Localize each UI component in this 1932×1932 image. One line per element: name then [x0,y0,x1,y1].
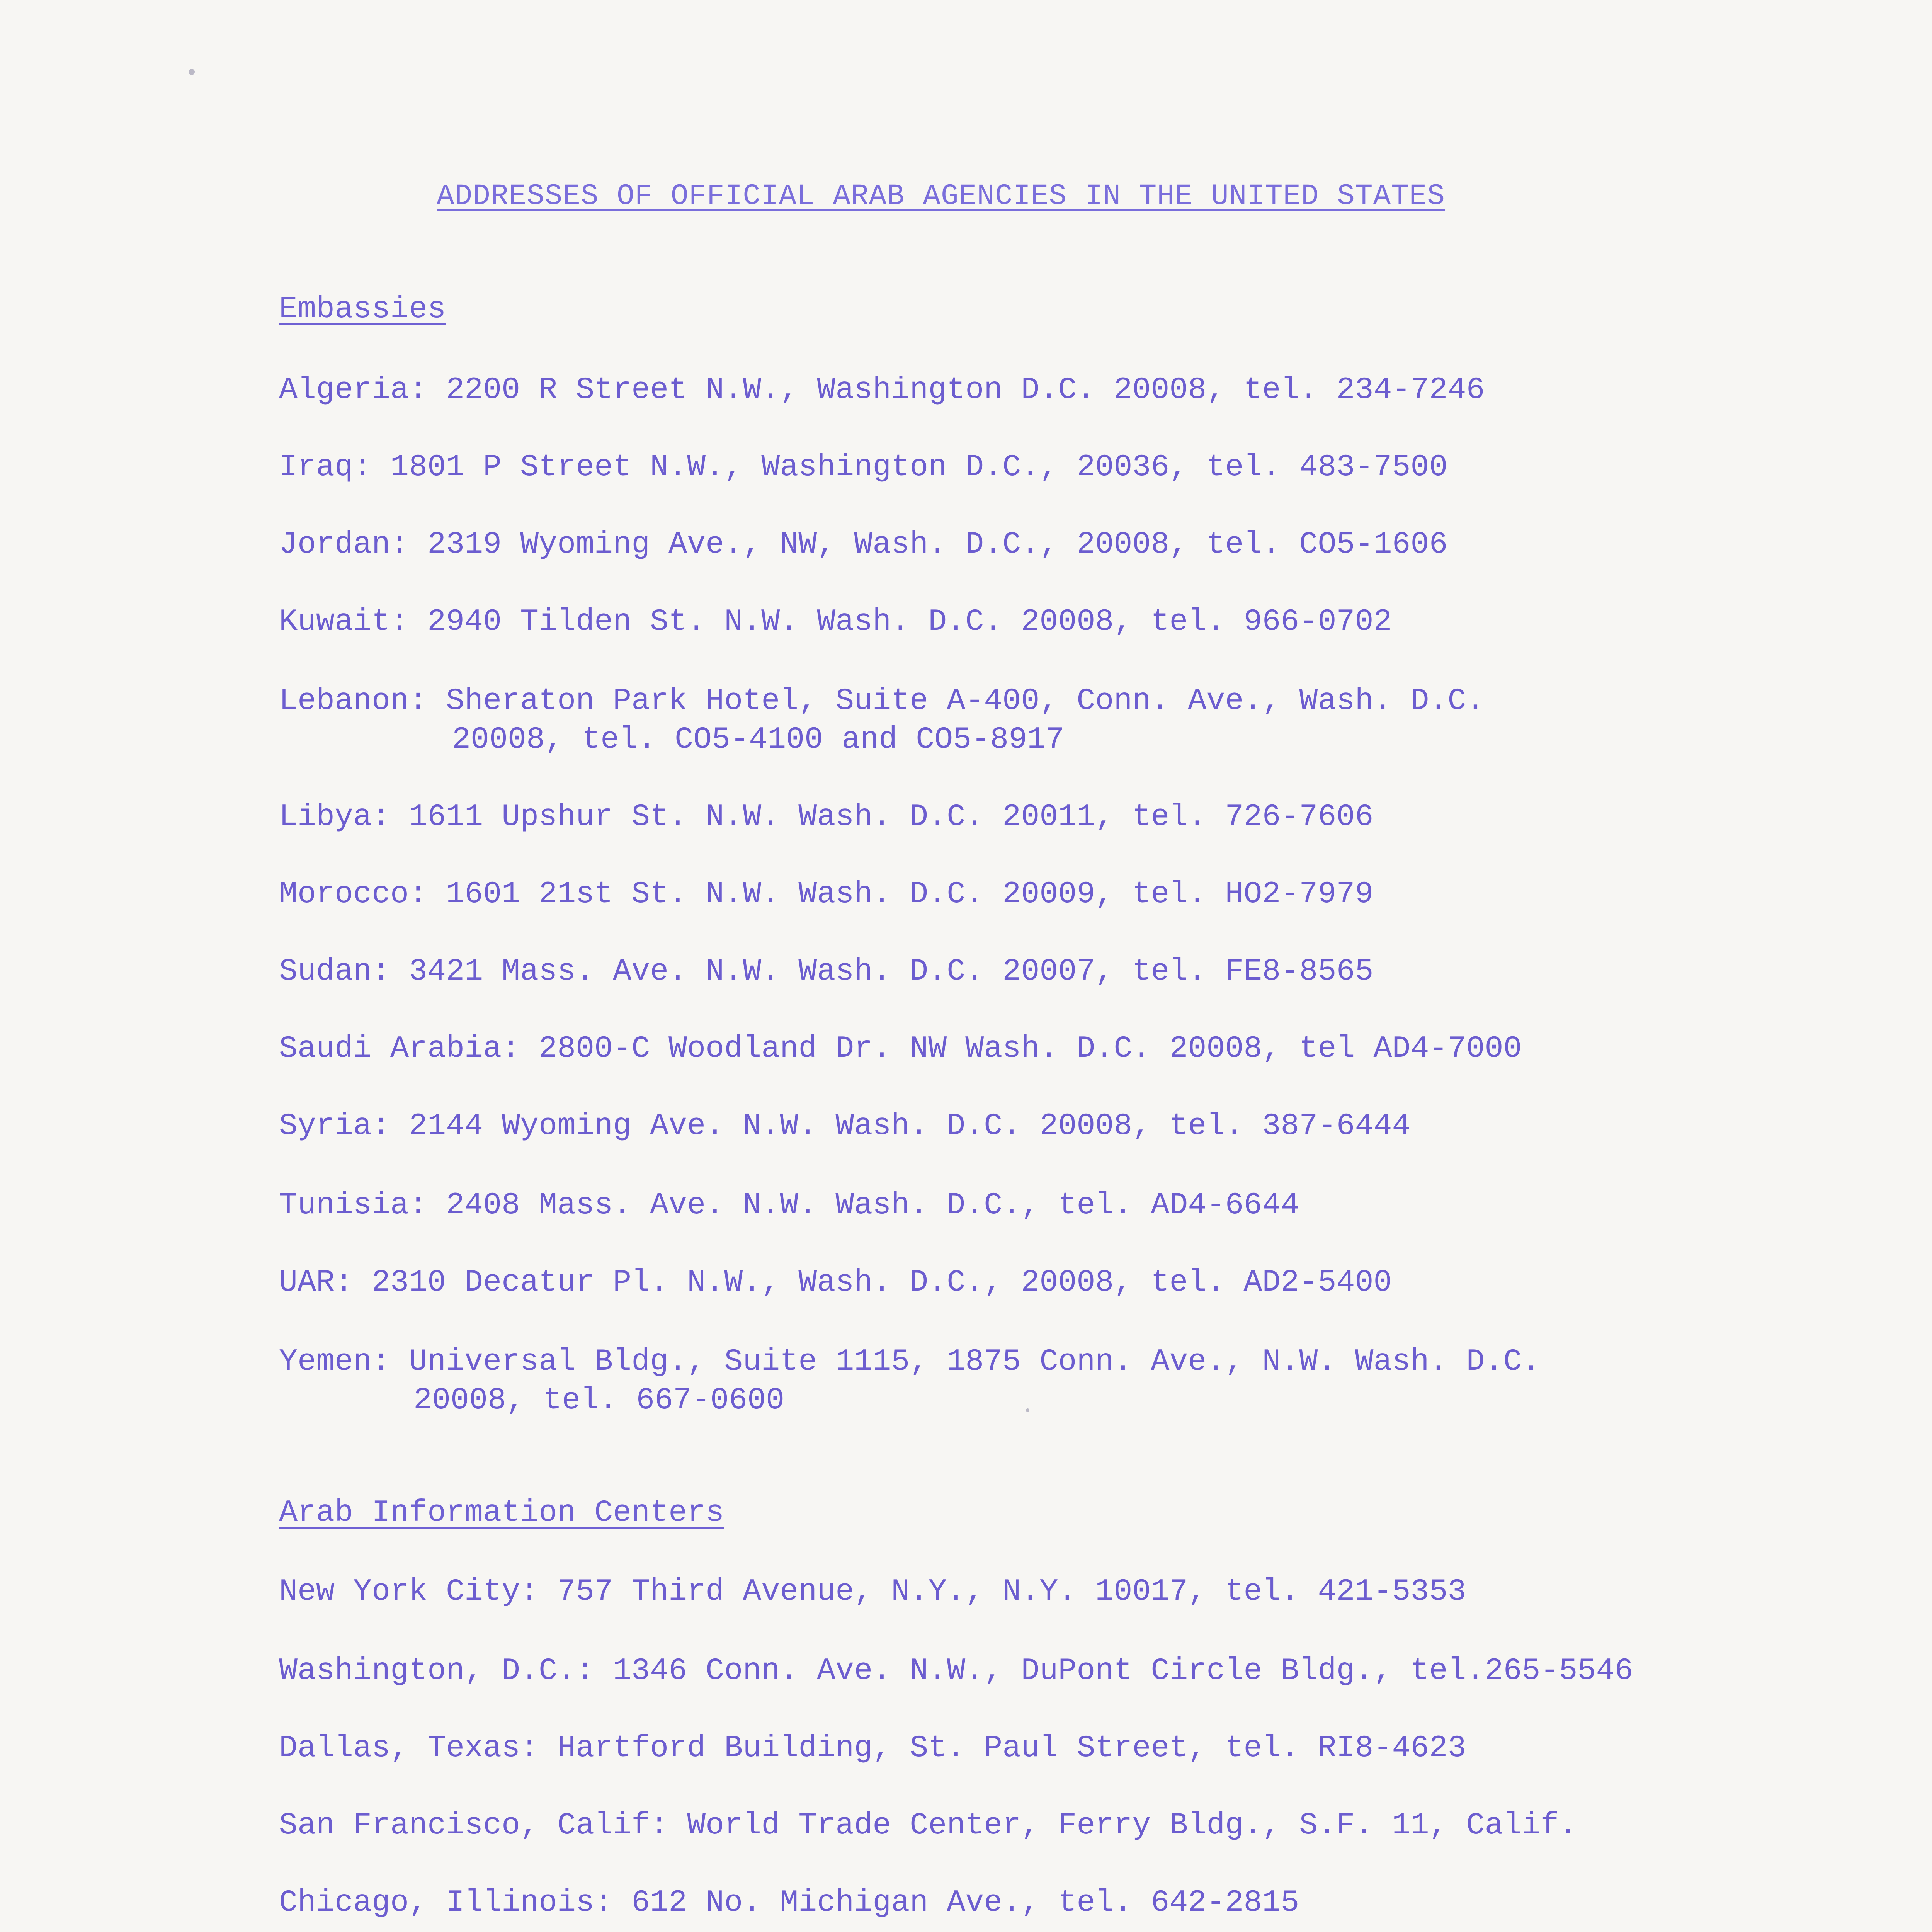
section-heading-information-centers: Arab Information Centers [279,1495,724,1531]
entry-kuwait: Kuwait: 2940 Tilden St. N.W. Wash. D.C. 20008, tel. 966-0702 [279,604,1392,639]
entry-yemen-continued: 20008, tel. 667-0600 [413,1383,785,1418]
entry-chicago: Chicago, Illinois: 612 No. Michigan Ave., tel. 642-2815 [279,1885,1299,1920]
entry-lebanon: Lebanon: Sheraton Park Hotel, Suite A-400, Conn. Ave., Wash. D.C. [279,684,1485,719]
entry-saudi-arabia: Saudi Arabia: 2800-C Woodland Dr. NW Wash. D.C. 20008, tel AD4-7000 [279,1031,1522,1066]
section-heading-embassies: Embassies [279,292,446,327]
entry-libya: Libya: 1611 Upshur St. N.W. Wash. D.C. 20011, tel. 726-7606 [279,799,1374,835]
entry-new-york-city: New York City: 757 Third Avenue, N.Y., N.Y. 10017, tel. 421-5353 [279,1574,1466,1609]
entry-algeria: Algeria: 2200 R Street N.W., Washington D.C. 20008, tel. 234-7246 [279,372,1485,408]
document-title: ADDRESSES OF OFFICIAL ARAB AGENCIES IN THE UNITED STATES [437,180,1446,213]
entry-lebanon-continued: 20008, tel. CO5-4100 and CO5-8917 [452,722,1065,757]
entry-iraq: Iraq: 1801 P Street N.W., Washington D.C., 20036, tel. 483-7500 [279,450,1448,485]
entry-washington-dc: Washington, D.C.: 1346 Conn. Ave. N.W., DuPont Circle Bldg., tel.265-5546 [279,1653,1633,1689]
entry-syria: Syria: 2144 Wyoming Ave. N.W. Wash. D.C. 20008, tel. 387-6444 [279,1109,1411,1144]
entry-morocco: Morocco: 1601 21st St. N.W. Wash. D.C. 20009, tel. HO2-7979 [279,877,1374,912]
entry-san-francisco: San Francisco, Calif: World Trade Center, Ferry Bldg., S.F. 11, Calif. [279,1808,1578,1843]
entry-sudan: Sudan: 3421 Mass. Ave. N.W. Wash. D.C. 20007, tel. FE8-8565 [279,954,1374,989]
paper-speck [189,69,195,75]
entry-tunisia: Tunisia: 2408 Mass. Ave. N.W. Wash. D.C., tel. AD4-6644 [279,1188,1299,1223]
entry-dallas-texas: Dallas, Texas: Hartford Building, St. Paul Street, tel. RI8-4623 [279,1731,1466,1766]
entry-jordan: Jordan: 2319 Wyoming Ave., NW, Wash. D.C., 20008, tel. CO5-1606 [279,527,1448,562]
entry-uar: UAR: 2310 Decatur Pl. N.W., Wash. D.C., 20008, tel. AD2-5400 [279,1265,1392,1300]
paper-speck [1026,1408,1029,1412]
entry-yemen: Yemen: Universal Bldg., Suite 1115, 1875 Conn. Ave., N.W. Wash. D.C. [279,1344,1541,1379]
